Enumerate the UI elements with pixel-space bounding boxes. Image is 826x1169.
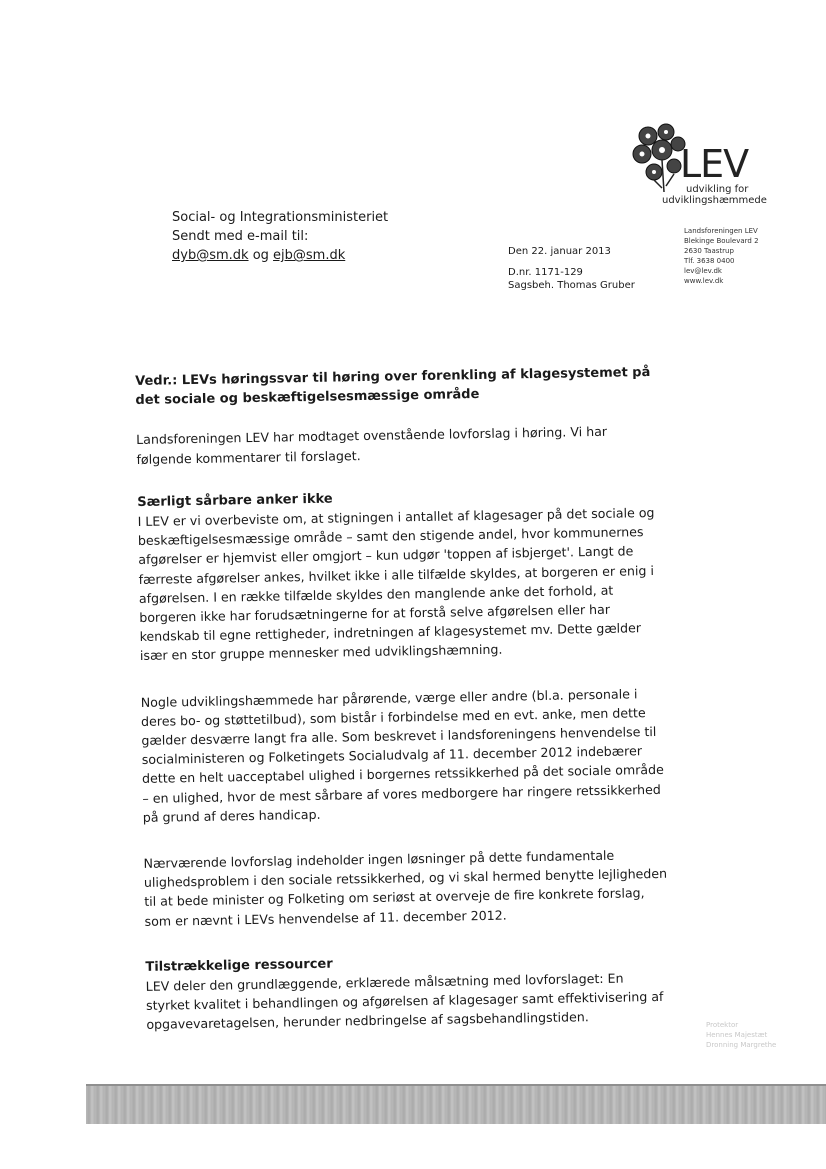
lev-logo: [632, 122, 782, 212]
patron-line: Dronning Margrethe: [706, 1041, 777, 1049]
patron-line: Protektor: [706, 1021, 739, 1029]
paragraph: Nærværende lovforslag indeholder ingen løsninger på dette fundamentale ulighedsproblem i den sociale retssikkerhed, og vi skal hermed benytte lejligheden til at bede minister og Folketing om seriøst at overveje de fire konkrete forslag, som er nævnt i LEVs henvendelse af 11. december 2012.: [143, 847, 668, 929]
address-line: Blekinge Boulevard 2: [684, 237, 759, 245]
letter-intro: Landsforeningen LEV har modtaget ovenstående lovforslag i høring. Vi har følgende kommentarer til forslaget.: [136, 424, 608, 467]
sender-address: [684, 226, 759, 286]
recipient-name: Social- og Integrationsministeriet: [172, 210, 389, 225]
paragraph: LEV deler den grundlæggende, erklærede målsætning med lovforslaget: En styrket kvalitet i behandlingen og afgørelsen af klagesager samt effektivisering af opgavevaretagelsen, herunder nedbringelse af sagsbehandlingstiden.: [145, 970, 664, 1033]
patron-line: Hennes Majestæt: [706, 1031, 768, 1039]
address-line: Tlf. 3638 0400: [684, 257, 735, 265]
recipient-block: [172, 208, 388, 265]
patron-note: [706, 1020, 776, 1050]
address-line: lev@lev.dk: [684, 267, 722, 275]
letter-body: [135, 363, 671, 1035]
letter-subject: Vedr.: LEVs høringssvar til høring over forenkling af klagesystemet på det sociale og beskæftigelsesmæssige område: [135, 365, 651, 409]
scan-artifact-strip: [86, 1084, 826, 1124]
recipient-emails: [172, 246, 388, 265]
case-handler: Sagsbeh. Thomas Gruber: [508, 280, 635, 291]
email-link-1[interactable]: dyb@sm.dk: [172, 248, 249, 263]
email-link-2[interactable]: ejb@sm.dk: [273, 248, 346, 263]
case-number: D.nr. 1171-129: [508, 267, 583, 278]
section-heading: Tilstrækkelige ressourcer: [145, 956, 333, 975]
address-line: 2630 Taastrup: [684, 247, 734, 255]
section-heading: Særligt sårbare anker ikke: [137, 491, 333, 510]
reference-block: [508, 245, 635, 292]
address-line: www.lev.dk: [684, 277, 724, 285]
logo-tagline-2: udviklingshæmmede: [662, 195, 767, 206]
paragraph: I LEV er vi overbeviste om, at stigningen i antallet af klagesager på det sociale og beskæftigelsesmæssige område – samt den stigende andel, hvor kommunernes afgørelser er hjemvist eller omgjort – kun udgør 'toppen af isbjerget'. Langt de færreste afgørelser ankes, hvilket ikke i alle tilfælde skyldes, at borgeren er enig i afgørelsen. I en række tilfælde skyldes den manglende anke det forhold, at borgeren ikke har forudsætningerne for at forstå selve afgørelsen eller har kendskab til egne rettigheder, indretningen af klagesystemet mv. Dette gælder især en stor gruppe mennesker med udviklingshæmning.: [137, 504, 655, 664]
recipient-method: Sendt med e-mail til:: [172, 229, 309, 244]
address-line: Landsforeningen LEV: [684, 227, 758, 235]
email-connector: og: [252, 248, 269, 263]
logo-tagline-1: udvikling for: [686, 184, 749, 195]
logo-word: LEV: [680, 142, 749, 186]
letter-date: Den 22. januar 2013: [508, 246, 611, 257]
paragraph: Nogle udviklingshæmmede har pårørende, værge eller andre (bl.a. personale i deres bo- og støttetilbud), som bistår i forbindelse med en evt. anke, men dette gælder desværre langt fra alle. Som beskrevet i landsforeningens henvendelse til socialministeren og Folketingets Socialudvalg af 11. december 2012 indebærer dette en helt uacceptabel ulighed i borgernes retssikkerhed på det sociale område – en ulighed, hvor de mest sårbare af vores medborgere har ringere retssikkerhed på grund af deres handicap.: [140, 685, 664, 825]
